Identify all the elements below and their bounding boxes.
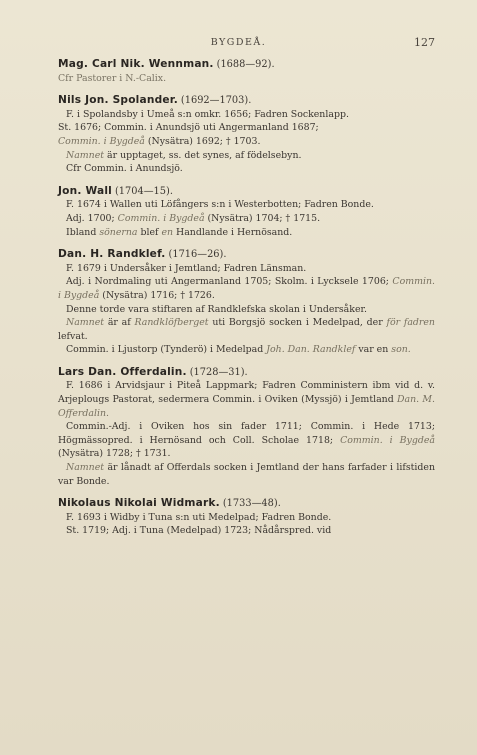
entry-text: Commin. i Bygdeå (Nysätra) 1692; † 1703. bbox=[58, 135, 261, 147]
entry-text: St. 1719; Adj. i Tuna (Medelpad) 1723; Nådårspred. vid bbox=[66, 525, 332, 537]
person-name: Dan. H. Randklef. bbox=[58, 248, 166, 261]
entry-text: Cfr Pastorer i N.-Calix. bbox=[58, 72, 167, 84]
entry-text: F. 1686 i Arvidsjaur i Piteå Lappmark; Fadren Comministern ibm vid d. v. Arjeplougs Pastorat, sedermera Commin. i Oviken (Myssjö) i Jemtland Dan. M. Offerdalin. bbox=[58, 380, 436, 419]
entry-text: Commin.-Adj. i Oviken hos sin fader 1711; Commin. i Hede 1713; Högmässopred. i Hernösand och Coll. Scholae 1718; Commin. i Bygdeå (Nysätra) 1728; † 1731. bbox=[58, 421, 435, 460]
biography-entry bbox=[58, 248, 435, 357]
running-head: BYGDEÅ. bbox=[210, 37, 267, 48]
tenure-years: (1688—92). bbox=[216, 59, 275, 70]
entry-text: F. 1693 i Widby i Tuna s:n uti Medelpad; Fadren Bonde. bbox=[66, 511, 332, 523]
biography-entry bbox=[58, 497, 435, 538]
entry-text: Denne torde vara stiftaren af Randklefska skolan i Undersåker. bbox=[66, 303, 367, 315]
entry-text: Commin. i Ljustorp (Tynderö) i Medelpad Joh. Dan. Randklef var en son. bbox=[66, 344, 411, 356]
person-name: Nikolaus Nikolai Widmark. bbox=[58, 497, 220, 510]
entry-text: St. 1676; Commin. i Anundsjö uti Angermanland 1687; bbox=[58, 122, 319, 134]
page-body bbox=[58, 58, 435, 547]
entry-text: Namnet är upptaget, ss. det synes, af födelsebyn. bbox=[66, 149, 302, 161]
tenure-years: (1728—31). bbox=[189, 366, 248, 378]
tenure-years: (1733—48). bbox=[222, 498, 281, 510]
page-number: 127 bbox=[414, 36, 435, 49]
person-name: Jon. Wall bbox=[58, 184, 112, 197]
biography-entry bbox=[58, 366, 435, 488]
entry-text: F. 1679 i Undersåker i Jemtland; Fadren Länsman. bbox=[66, 262, 307, 274]
page-header bbox=[0, 37, 477, 53]
tenure-years: (1704—15). bbox=[114, 185, 173, 197]
tenure-years: (1716—26). bbox=[168, 249, 227, 261]
entry-text: F. i Spolandsby i Umeå s:n omkr. 1656; Fadren Sockenlapp. bbox=[66, 108, 349, 120]
entry-text: Namnet är af Randklöfberget uti Borgsjö socken i Medelpad, der för fadren lefvat. bbox=[58, 317, 435, 342]
entry-text: F. 1674 i Wallen uti Löfångers s:n i Westerbotten; Fadren Bonde. bbox=[66, 199, 374, 211]
biography-entry bbox=[58, 94, 435, 176]
entry-text: Ibland sönerna blef en Handlande i Hernösand. bbox=[66, 226, 293, 238]
biography-entry bbox=[58, 58, 435, 85]
entry-text: Adj. 1700; Commin. i Bygdeå (Nysätra) 1704; † 1715. bbox=[66, 212, 321, 224]
tenure-years: (1692—1703). bbox=[180, 95, 252, 107]
person-name: Lars Dan. Offerdalin. bbox=[58, 365, 187, 378]
biography-entry bbox=[58, 185, 435, 239]
entry-text: Adj. i Nordmaling uti Angermanland 1705; Skolm. i Lycksele 1706; Commin. i Bygdeå (Nysätra) 1716; † 1726. bbox=[58, 276, 436, 301]
person-name: Mag. Carl Nik. Wennman. bbox=[58, 58, 214, 70]
person-name: Nils Jon. Spolander. bbox=[58, 94, 178, 107]
entry-text: Namnet är lånadt af Offerdals socken i Jemtland der hans farfader i lifstiden var Bonde. bbox=[58, 462, 435, 487]
entry-text: Cfr Commin. i Anundsjö. bbox=[66, 163, 183, 175]
